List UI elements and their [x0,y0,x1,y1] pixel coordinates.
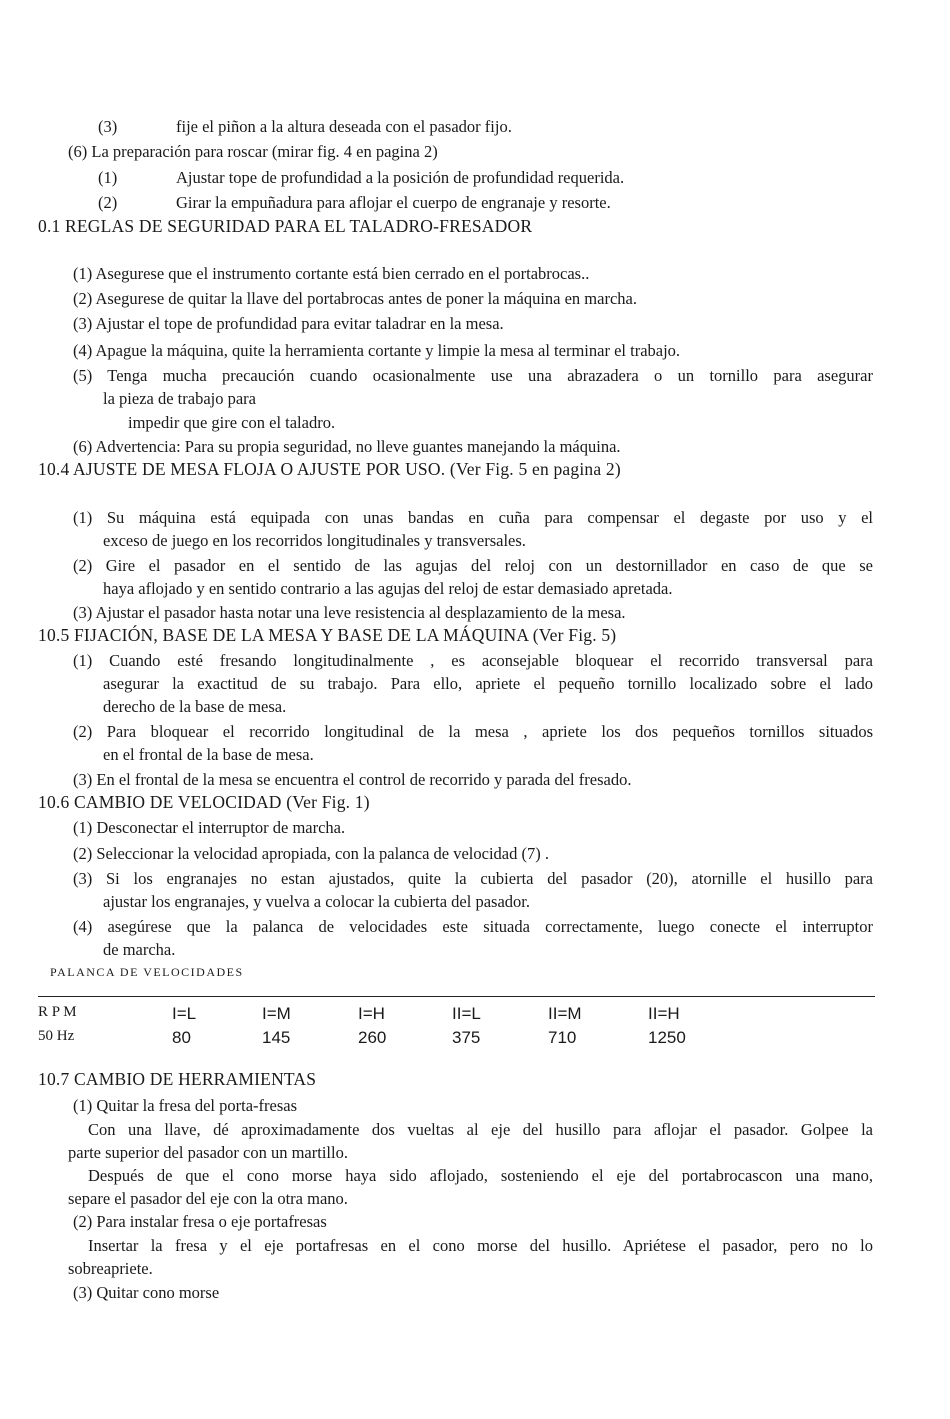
paragraph-line: sobreapriete. [68,1259,153,1278]
step-number: (2) [98,193,118,212]
paragraph-line: separe el pasador del eje con la otra mano. [68,1189,348,1208]
paragraph-line: (1) Desconectar el interruptor de marcha. [73,818,346,837]
table-header-cell: I=M [262,1004,291,1023]
paragraph-line: (3) Ajustar el pasador hasta notar una leve resistencia al desplazamiento de la mesa. [73,603,626,622]
table-value-cell: 80 [172,1028,191,1047]
table-header-cell: II=M [548,1004,582,1023]
table-value-cell: 710 [548,1028,577,1047]
paragraph-line: ajustar los engranajes, y vuelva a colocar la cubierta del pasador. [103,892,530,911]
table-header-cell: I=L [172,1004,197,1023]
paragraph-line: (3) En el frontal de la mesa se encuentra el control de recorrido y parada del fresado. [73,770,632,789]
paragraph-line: (2) Para bloquear el recorrido longitudinal de la mesa , apriete los dos pequeños tornillos situados [73,722,873,741]
table-header-cell: I=H [358,1004,385,1023]
rule-line: (6) Advertencia: Para su propia seguridad, no lleve guantes manejando la máquina. [73,437,621,456]
section-heading: 10.5 FIJACIÓN, BASE DE LA MESA Y BASE DE LA MÁQUINA (Ver Fig. 5) [38,625,617,645]
rule-line: (4) Apague la máquina, quite la herramienta cortante y limpie la mesa al terminar el trabajo. [73,341,681,360]
paragraph-line: haya aflojado y en sentido contrario a las agujas del reloj de estar demasiado apretada. [103,579,673,598]
step-text: fije el piñon a la altura deseada con el pasador fijo. [176,117,512,136]
paragraph-line: asegurar la exactitud de su trabajo. Para ello, apriete el pequeño tornillo localizado sobre el lado [103,674,873,693]
table-rule [38,996,875,997]
paragraph-line: (3) Quitar cono morse [73,1283,220,1302]
paragraph-line: (2) Gire el pasador en el sentido de las agujas del reloj con un destornillador en caso de que se [73,556,873,575]
paragraph-line: (3) Si los engranajes no estan ajustados, quite la cubierta del pasador (20), atornille el husillo para [73,869,873,888]
paragraph-line: de marcha. [103,940,176,959]
paragraph-line: (1) Quitar la fresa del porta-fresas [73,1096,298,1115]
rule-line: (1) Asegurese que el instrumento cortante está bien cerrado en el portabrocas.. [73,264,590,283]
step-line [98,117,512,137]
paragraph-line: (1) Su máquina está equipada con unas bandas en cuña para compensar el degaste por uso y el [73,508,873,527]
rule-line: (5) Tenga mucha precaución cuando ocasionalmente use una abrazadera o un tornillo para asegurar [73,366,873,385]
rule-line: (2) Asegurese de quitar la llave del portabrocas antes de poner la máquina en marcha. [73,289,637,308]
step-line [98,168,624,188]
table-row-label: R P M [38,1004,77,1020]
paragraph-line: (4) asegúrese que la palanca de velocidades este situada correctamente, luego conecte el interruptor [73,917,873,936]
paragraph-line: Con una llave, dé aproximadamente dos vueltas al eje del husillo para aflojar el pasador. Golpee la [88,1120,873,1139]
step-text: Ajustar tope de profundidad a la posición de profundidad requerida. [176,168,625,187]
step-line: (6) La preparación para roscar (mirar fig. 4 en pagina 2) [68,142,438,161]
section-heading: 10.4 AJUSTE DE MESA FLOJA O AJUSTE POR USO. (Ver Fig. 5 en pagina 2) [38,459,621,479]
rule-line: impedir que gire con el taladro. [128,413,336,432]
section-heading: 0.1 REGLAS DE SEGURIDAD PARA EL TALADRO-FRESADOR [38,216,533,236]
table-value-cell: 145 [262,1028,291,1047]
table-value-cell: 260 [358,1028,387,1047]
paragraph-line: en el frontal de la base de mesa. [103,745,314,764]
step-number: (1) [98,168,118,187]
step-number: (3) [98,117,118,136]
paragraph-line: Insertar la fresa y el eje portafresas en el cono morse del husillo. Apriétese el pasador, pero no lo [88,1236,873,1255]
paragraph-line: derecho de la base de mesa. [103,697,287,716]
table-row-label: 50 Hz [38,1028,75,1044]
paragraph-line: exceso de juego en los recorridos longitudinales y transversales. [103,531,526,550]
paragraph-line: Después de que el cono morse haya sido aflojado, sosteniendo el eje del portabrocascon una mano, [88,1166,873,1185]
paragraph-line: (2) Seleccionar la velocidad apropiada, con la palanca de velocidad (7) . [73,844,549,863]
step-text: Girar la empuñadura para aflojar el cuerpo de engranaje y resorte. [176,193,611,212]
table-header-cell: II=H [648,1004,680,1023]
table-header-cell: II=L [452,1004,481,1023]
section-heading: 10.6 CAMBIO DE VELOCIDAD (Ver Fig. 1) [38,792,370,812]
rule-line: la pieza de trabajo para [103,389,256,408]
table-value-cell: 1250 [648,1028,686,1047]
step-line [98,193,611,213]
paragraph-line: parte superior del pasador con un martillo. [68,1143,348,1162]
paragraph-line: (1) Cuando esté fresando longitudinalmente , es aconsejable bloquear el recorrido transversal para [73,651,873,670]
table-caption: PALANCA DE VELOCIDADES [50,965,244,979]
table-value-cell: 375 [452,1028,481,1047]
rule-line: (3) Ajustar el tope de profundidad para evitar taladrar en la mesa. [73,314,504,333]
section-heading: 10.7 CAMBIO DE HERRAMIENTAS [38,1069,317,1089]
paragraph-line: (2) Para instalar fresa o eje portafresas [73,1212,327,1231]
